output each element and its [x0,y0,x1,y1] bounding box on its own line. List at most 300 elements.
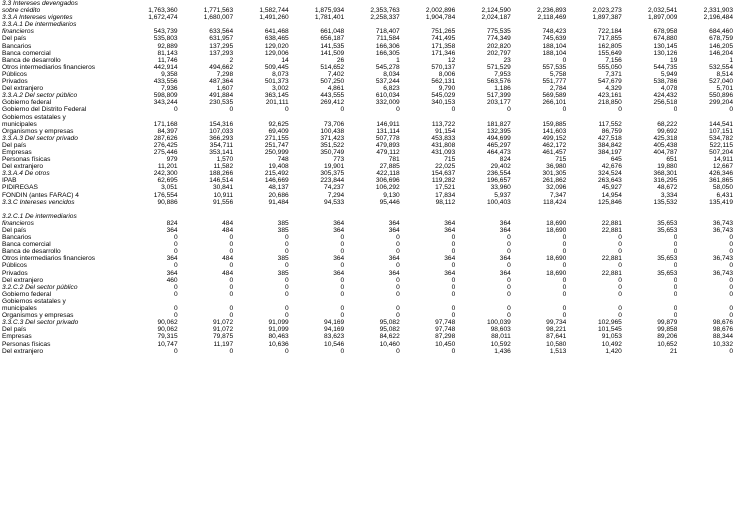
value-cell: 0 [562,290,567,298]
value-cell: 7,347 [549,191,567,199]
value-cell: 202,797 [486,49,511,57]
value-cell [622,114,678,121]
value-cell: 0 [451,305,456,313]
value-cell: 364 [444,255,456,263]
value-cell: 7,402 [327,70,345,78]
value-cell [400,206,456,213]
value-cell: 354,711 [209,141,234,149]
value-cell: 543,739 [153,28,178,36]
value-cell: 0 [229,290,234,298]
value-cell: 0 [396,276,400,284]
value-cell: 484 [222,227,234,234]
value-cell [344,298,400,305]
value-cell: 162,805 [598,42,622,50]
table-row [2,298,733,305]
value-cell: 146,514 [209,177,234,185]
value-cell: 332,009 [375,99,400,107]
value-cell [622,206,678,213]
value-cell: 166,306 [375,42,400,50]
value-cell: 0 [618,283,622,291]
value-cell: 17,521 [435,184,456,192]
value-cell: 0 [729,347,733,355]
value-cell: 1,897,387 [592,14,622,22]
row-label: 3.3.C.3 Del sector privado [2,319,79,327]
value-cell: 0 [173,262,178,270]
table-row [2,291,733,298]
value-cell: 0 [729,106,733,114]
value-cell: 12 [447,56,456,64]
value-cell [622,21,678,28]
value-cell: 132,395 [486,127,511,135]
value-cell: 0 [451,276,456,284]
value-cell [677,298,733,305]
value-cell: 0 [562,106,567,114]
value-cell [122,213,178,220]
row-label: 3.2.C.2 Del sector público [2,283,78,291]
table-row [2,163,733,170]
value-cell: 94,169 [324,326,345,334]
row-label: Privados [2,269,28,277]
value-cell: 494,699 [486,134,511,142]
value-cell: 86,759 [601,127,622,135]
table-row [2,234,733,241]
value-cell: 6,823 [383,85,400,93]
data-table [2,0,733,355]
value-cell [178,21,234,28]
table-row [2,227,733,234]
value-cell: 10,636 [268,340,289,348]
value-cell: 773 [333,156,345,164]
value-cell: 0 [562,305,567,313]
value-cell: 10,546 [324,340,345,348]
value-cell: 423,161 [598,92,622,100]
value-cell: 261,862 [542,177,567,185]
value-cell [677,213,733,220]
row-label: Del país [2,227,27,234]
value-cell: 107,033 [209,127,234,135]
value-cell: 99,879 [657,319,678,327]
value-cell: 263,643 [598,177,622,185]
row-label: Del país [2,35,27,43]
value-cell: 30,841 [212,184,234,192]
value-cell: 461,457 [542,148,567,156]
value-cell: 1,875,934 [314,7,345,15]
value-cell: 532,554 [709,63,733,71]
value-cell: 2,331,903 [703,7,733,15]
value-cell: 0 [618,312,622,320]
value-cell: 218,850 [598,99,622,107]
value-cell: 1,904,784 [425,14,456,22]
value-cell: 0 [507,262,511,270]
value-cell: 166,305 [375,49,400,57]
table-row [2,50,733,57]
value-cell: 0 [507,312,511,320]
row-label: Otros intermediarios financieros [2,255,96,263]
value-cell [289,298,345,305]
value-cell: 29,402 [490,163,511,171]
value-cell [677,0,733,7]
value-cell: 8,034 [383,70,400,78]
value-cell: 27,885 [379,163,400,171]
value-cell: 14,954 [601,191,622,199]
value-cell: 2,023,273 [592,7,622,15]
row-label: 3.3.A.1 De intermediarios [2,21,77,29]
value-cell: 146,669 [264,177,289,185]
value-cell: 610,034 [375,92,400,100]
value-cell: 2,118,469 [537,14,567,22]
value-cell: 0 [729,312,733,320]
value-cell: 0 [618,305,622,313]
value-cell [511,213,567,220]
value-cell: 366,293 [209,134,234,142]
value-cell: 171,346 [431,49,456,57]
value-cell: 87,298 [435,333,456,341]
value-cell: 0 [340,305,345,313]
value-cell: 36,743 [712,269,733,277]
value-cell: 2,032,541 [648,7,678,15]
value-cell: 154,637 [431,170,456,178]
value-cell [400,114,456,121]
value-cell: 119,282 [431,177,456,185]
value-cell [400,0,456,7]
value-cell: 5,701 [716,85,733,93]
value-cell: 0 [562,283,567,291]
value-cell: 201,111 [265,99,289,107]
value-cell: 181,827 [486,120,511,128]
row-label: Otros intermediarios financieros [2,63,96,71]
value-cell: 0 [173,290,178,298]
value-cell: 22,881 [601,219,622,227]
table-row [2,333,733,340]
value-cell: 462,172 [542,141,567,149]
value-cell: 507,250 [320,78,345,86]
table-row [2,199,733,206]
value-cell [677,114,733,121]
value-cell: 79,315 [157,333,178,341]
row-label: Gobierno federal [2,290,52,298]
value-cell: 364 [333,255,345,263]
row-label: 3.3.A.2 Del sector público [2,92,78,100]
table-row [2,85,733,92]
value-cell: 0 [173,241,178,249]
value-cell: 364 [388,269,400,277]
value-cell [622,298,678,305]
value-cell: 0 [673,241,678,249]
table-row [2,206,733,213]
value-cell [622,213,678,220]
value-cell: 2,258,337 [370,14,400,22]
value-cell: 287,626 [153,134,178,142]
value-cell: 718,407 [375,28,400,36]
table-row [2,149,733,156]
value-cell: 598,809 [153,92,178,100]
value-cell: 364 [499,227,511,234]
value-cell: 384,197 [598,148,622,156]
value-cell [289,213,345,220]
value-cell: 651 [666,156,678,164]
value-cell [566,298,622,305]
table-row [2,170,733,177]
table-row [2,220,733,227]
value-cell: 563,576 [486,78,511,86]
value-cell: 5,949 [660,70,678,78]
value-cell: 404,787 [653,148,678,156]
value-cell: 0 [618,290,622,298]
value-cell: 10,492 [601,340,622,348]
value-cell: 2 [229,56,234,64]
value-cell: 741,495 [431,35,456,43]
value-cell: 479,893 [375,141,400,149]
value-cell: 92,889 [157,42,178,50]
value-cell: 0 [173,283,178,291]
value-cell: 0 [673,305,678,313]
value-cell: 0 [729,305,733,313]
value-cell: 11,746 [157,56,178,64]
value-cell: 19,880 [657,163,678,171]
row-label: financieros [2,219,34,227]
value-cell: 9,130 [383,191,400,199]
table-row [2,312,733,319]
value-cell: 0 [673,283,678,291]
value-cell: 0 [729,234,733,242]
row-label [2,206,122,213]
value-cell: 250,999 [264,148,289,156]
value-cell: 10,460 [379,340,400,348]
row-label: financieros [2,28,34,36]
value-cell: 544,735 [653,63,678,71]
value-cell: 266,101 [542,99,567,107]
value-cell: 91,053 [601,333,622,341]
table-row [2,319,733,326]
value-cell: 10,580 [546,340,567,348]
value-cell: 5,758 [549,70,567,78]
value-cell: 7,953 [494,70,511,78]
value-cell: 98,676 [712,319,733,327]
value-cell: 0 [507,106,511,114]
table-row [2,262,733,269]
value-cell: 364 [166,269,178,277]
value-cell: 745,639 [542,35,567,43]
row-label: Del extranjero [2,163,44,171]
value-cell: 242,300 [153,170,178,178]
value-cell: 0 [673,276,678,284]
value-cell: 484 [222,269,234,277]
table-row [2,213,733,220]
value-cell [344,114,400,121]
value-cell: 9,790 [438,85,456,93]
value-cell: 32,096 [546,184,567,192]
value-cell: 9,358 [161,70,178,78]
row-label: IPAB [2,177,17,185]
row-label: Del extranjero [2,347,44,355]
value-cell: 141,603 [542,127,567,135]
value-cell: 6,431 [716,191,733,199]
value-cell: 0 [229,305,234,313]
value-cell: 137,295 [209,42,234,50]
value-cell: 717,855 [598,35,622,43]
value-cell: 0 [562,312,567,320]
value-cell [344,213,400,220]
value-cell [566,114,622,121]
value-cell: 0 [340,106,345,114]
value-cell: 0 [618,241,622,249]
value-cell: 48,137 [268,184,289,192]
value-cell: 0 [451,283,456,291]
value-cell: 562,131 [431,78,456,86]
value-cell: 384,842 [598,141,622,149]
row-label: Banca comercial [2,241,51,249]
value-cell: 0 [340,312,345,320]
table-row [2,184,733,191]
value-cell [622,0,678,7]
table-row [2,43,733,50]
value-cell: 364 [444,227,456,234]
value-cell: 107,151 [709,127,733,135]
row-label: municipales [2,120,37,128]
value-cell [178,213,234,220]
row-label: Organismos y empresas [2,312,74,320]
value-cell: 11,197 [213,340,234,348]
value-cell: 1,680,007 [203,14,234,22]
value-cell [178,114,234,121]
value-cell: 2,353,763 [370,7,400,15]
value-cell: 11,201 [157,163,178,171]
value-cell: 10,652 [657,340,678,348]
value-cell: 83,623 [324,333,345,341]
value-cell: 426,346 [709,170,733,178]
value-cell: 0 [229,347,234,355]
value-cell: 7,298 [216,70,234,78]
value-cell: 95,446 [379,198,400,206]
value-cell: 130,126 [653,49,678,57]
value-cell: 545,029 [431,92,456,100]
value-cell: 301,305 [542,170,567,178]
value-cell: 35,653 [657,227,678,234]
value-cell: 0 [562,241,567,249]
value-cell: 236,554 [486,170,511,178]
table-row [2,255,733,262]
value-cell: 385 [277,255,289,263]
value-cell: 0 [229,248,234,256]
value-cell: 0 [729,276,733,284]
value-cell [400,213,456,220]
value-cell: 0 [285,312,289,320]
value-cell: 364 [166,255,178,263]
value-cell: 3,334 [660,191,678,199]
value-cell [344,0,400,7]
value-cell [233,206,289,213]
value-cell: 36,743 [712,227,733,234]
value-cell: 90,062 [157,319,178,327]
row-label: Empresas [2,148,32,156]
value-cell: 385 [277,269,289,277]
value-cell: 431,808 [431,141,456,149]
value-cell: 0 [285,276,289,284]
value-cell [511,21,567,28]
value-cell: 499,152 [542,134,567,142]
row-label: 3.3.A Intereses vigentes [2,14,73,22]
value-cell: 0 [285,347,289,355]
value-cell: 364 [444,219,456,227]
value-cell: 0 [285,248,289,256]
value-cell: 0 [340,347,345,355]
value-cell: 223,844 [320,177,345,185]
value-cell: 343,244 [153,99,178,107]
value-cell: 0 [673,262,678,270]
value-cell: 141,509 [320,49,345,57]
row-label: 3.2.C.1 De intermediarios [2,212,77,220]
value-cell: 678,958 [653,28,678,36]
value-cell: 405,438 [653,141,678,149]
value-cell: 0 [285,262,289,270]
value-cell: 188,104 [542,42,567,50]
value-cell: 84,397 [157,127,178,135]
value-cell: 363,145 [264,92,289,100]
value-cell: 638,465 [264,35,289,43]
value-cell: 656,187 [320,35,345,43]
value-cell: 10,747 [157,340,178,348]
value-cell: 0 [340,234,345,242]
table-row [2,64,733,71]
value-cell: 0 [340,262,345,270]
value-cell [455,213,511,220]
value-cell: 442,914 [153,63,178,71]
value-cell: 84,622 [379,333,400,341]
value-cell: 501,373 [264,78,289,86]
value-cell: 275,446 [153,148,178,156]
value-cell: 10,911 [213,191,234,199]
value-cell: 58,050 [712,184,733,192]
table-row [2,284,733,291]
value-cell: 0 [285,305,289,313]
value-cell: 509,445 [264,63,289,71]
value-cell: 364 [499,219,511,227]
value-cell: 0 [340,276,345,284]
value-cell: 101,545 [598,326,622,334]
value-cell: 1,420 [605,347,622,355]
value-cell: 774,349 [486,35,511,43]
value-cell: 678,759 [709,35,733,43]
value-cell: 534,782 [709,134,733,142]
table-row [2,78,733,85]
value-cell [566,206,622,213]
value-cell: 2,124,590 [481,7,511,15]
table-row [2,142,733,149]
value-cell: 0 [229,283,234,291]
value-cell: 91,072 [212,326,234,334]
value-cell: 0 [507,276,511,284]
table-row [2,348,733,355]
row-label: Banca de desarrollo [2,56,61,64]
value-cell: 129,020 [264,42,289,50]
value-cell [511,0,567,7]
value-cell: 135,532 [653,198,678,206]
value-cell: 4,861 [327,85,345,93]
value-cell: 0 [729,290,733,298]
value-cell: 431,093 [431,148,456,156]
value-cell [289,0,345,7]
value-cell: 2,236,893 [536,7,567,15]
value-cell: 11,582 [213,163,234,171]
value-cell: 538,786 [653,78,678,86]
value-cell: 10,450 [435,340,456,348]
value-cell: 251,747 [264,141,289,149]
value-cell: 0 [451,347,456,355]
value-cell: 775,535 [486,28,511,36]
value-cell: 0 [507,234,511,242]
value-cell: 824 [499,156,511,164]
value-cell: 0 [229,276,234,284]
